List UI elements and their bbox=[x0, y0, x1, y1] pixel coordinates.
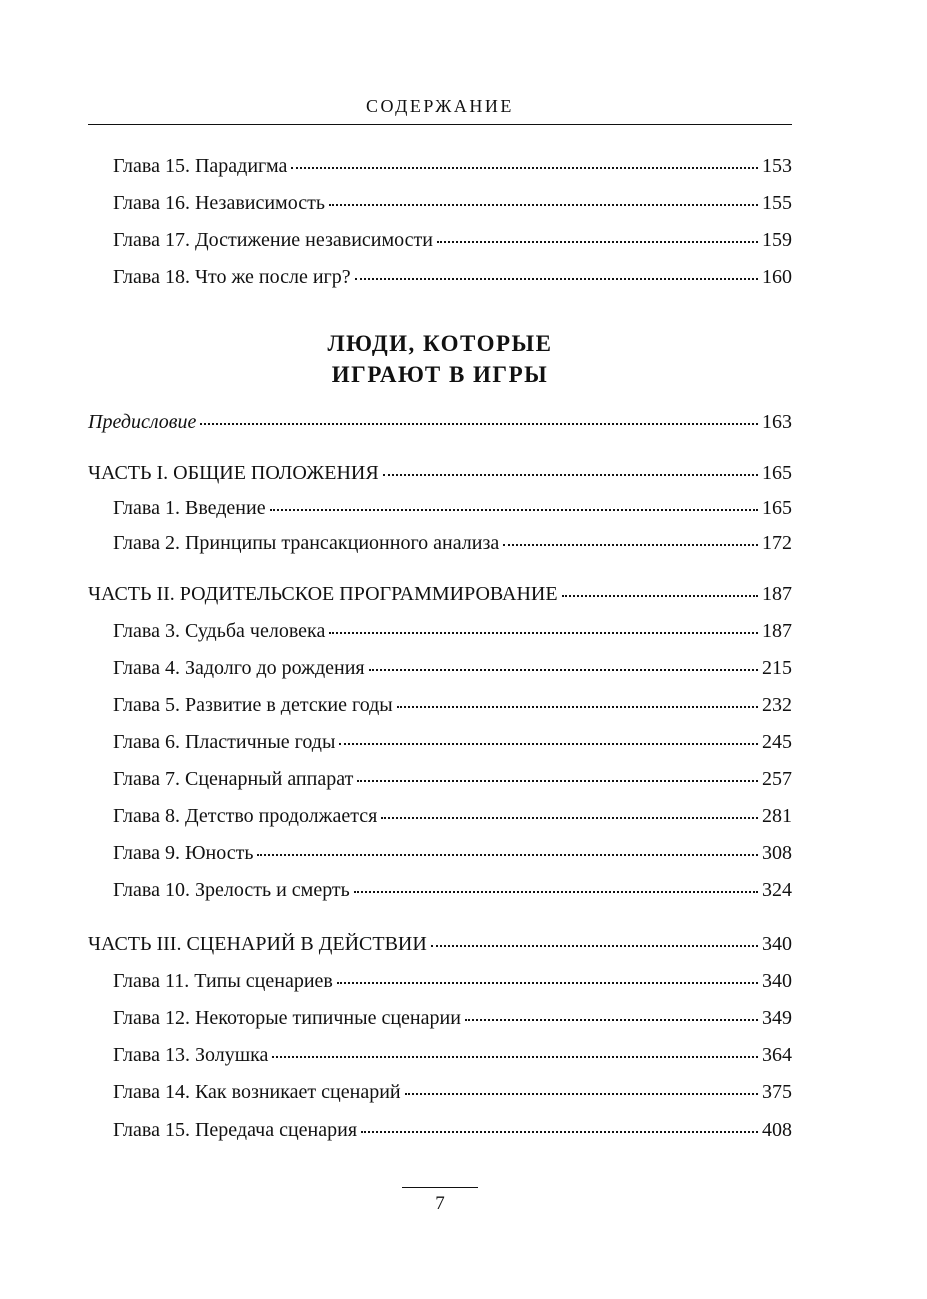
toc-entry-title: Глава 15. Парадигма bbox=[113, 155, 288, 177]
toc-entry[interactable] bbox=[113, 155, 792, 183]
dot-leader bbox=[465, 1018, 758, 1021]
dot-leader bbox=[361, 1130, 758, 1133]
toc-entry-title: Глава 2. Принципы трансакционного анализа bbox=[113, 532, 500, 554]
toc-entry[interactable] bbox=[113, 805, 792, 833]
toc-entry-page: 155 bbox=[762, 192, 792, 214]
toc-entry[interactable] bbox=[113, 1081, 792, 1109]
toc-part[interactable] bbox=[88, 933, 792, 961]
dot-leader bbox=[354, 890, 758, 893]
toc-entry[interactable] bbox=[113, 192, 792, 220]
toc-part-page: 165 bbox=[762, 462, 792, 484]
toc-entry-title: Глава 8. Детство продолжается bbox=[113, 805, 378, 827]
toc-entry[interactable] bbox=[113, 768, 792, 796]
toc-part-title: ЧАСТЬ III. СЦЕНАРИЙ В ДЕЙСТВИИ bbox=[88, 933, 427, 955]
toc-entry-page: 163 bbox=[762, 411, 792, 433]
toc-entry-page: 281 bbox=[762, 805, 792, 827]
toc-entry-page: 160 bbox=[762, 266, 792, 288]
toc-entry[interactable] bbox=[113, 1119, 792, 1147]
toc-entry-page: 340 bbox=[762, 970, 792, 992]
toc-entry-page: 215 bbox=[762, 657, 792, 679]
dot-leader bbox=[270, 508, 758, 511]
toc-entry[interactable] bbox=[113, 620, 792, 648]
toc-entry[interactable] bbox=[113, 731, 792, 759]
running-head: СОДЕРЖАНИЕ bbox=[366, 96, 514, 116]
toc-entry-page: 187 bbox=[762, 620, 792, 642]
toc-entry-page: 324 bbox=[762, 879, 792, 901]
toc-entry[interactable] bbox=[113, 970, 792, 998]
toc-entry-title: Глава 4. Задолго до рождения bbox=[113, 657, 365, 679]
dot-leader bbox=[431, 944, 758, 947]
toc-entry-page: 165 bbox=[762, 497, 792, 519]
toc-entry-page: 172 bbox=[762, 532, 792, 554]
toc-entry-page: 308 bbox=[762, 842, 792, 864]
toc-entry-title: Глава 6. Пластичные годы bbox=[113, 731, 336, 753]
running-head-rule bbox=[88, 124, 792, 125]
page-number: 7 bbox=[435, 1193, 445, 1214]
toc-entry-title: Глава 11. Типы сценариев bbox=[113, 970, 333, 992]
toc-entry[interactable] bbox=[113, 229, 792, 257]
toc-entry-page: 245 bbox=[762, 731, 792, 753]
toc-part-title: ЧАСТЬ II. РОДИТЕЛЬСКОЕ ПРОГРАММИРОВАНИЕ bbox=[88, 583, 558, 605]
toc-part-page: 340 bbox=[762, 933, 792, 955]
toc-entry-title: Глава 14. Как возникает сценарий bbox=[113, 1081, 401, 1103]
toc-entry-page: 159 bbox=[762, 229, 792, 251]
toc-entry-title: Глава 18. Что же после игр? bbox=[113, 266, 351, 288]
toc-part[interactable] bbox=[88, 462, 792, 490]
toc-entry[interactable] bbox=[113, 694, 792, 722]
toc-entry[interactable] bbox=[113, 266, 792, 294]
toc-entry[interactable] bbox=[113, 1044, 792, 1072]
toc-entry-page: 232 bbox=[762, 694, 792, 716]
toc-entry-page: 364 bbox=[762, 1044, 792, 1066]
toc-part-title: ЧАСТЬ I. ОБЩИЕ ПОЛОЖЕНИЯ bbox=[88, 462, 379, 484]
dot-leader bbox=[272, 1055, 758, 1058]
toc-entry-title: Глава 17. Достижение независимости bbox=[113, 229, 433, 251]
toc-entry-page: 408 bbox=[762, 1119, 792, 1141]
dot-leader bbox=[329, 631, 758, 634]
toc-entry[interactable] bbox=[113, 879, 792, 907]
toc-entry-page: 153 bbox=[762, 155, 792, 177]
dot-leader bbox=[329, 203, 758, 206]
toc-part-page: 187 bbox=[762, 583, 792, 605]
toc-entry[interactable] bbox=[113, 532, 792, 560]
dot-leader bbox=[339, 742, 758, 745]
dot-leader bbox=[200, 422, 758, 425]
dot-leader bbox=[355, 277, 758, 280]
toc-entry[interactable] bbox=[113, 497, 792, 525]
dot-leader bbox=[291, 166, 758, 169]
toc-part[interactable] bbox=[88, 583, 792, 611]
folio-rule bbox=[402, 1187, 478, 1188]
toc-entry-title: Глава 13. Золушка bbox=[113, 1044, 269, 1066]
toc-entry[interactable] bbox=[113, 1007, 792, 1035]
section-heading bbox=[88, 328, 792, 390]
section-heading-line2: ИГРАЮТ В ИГРЫ bbox=[331, 362, 549, 387]
toc-preface[interactable] bbox=[88, 411, 792, 439]
toc-entry-title: Глава 12. Некоторые типичные сценарии bbox=[113, 1007, 461, 1029]
toc-entry-title: Глава 15. Передача сценария bbox=[113, 1119, 358, 1141]
toc-entry-title: Глава 10. Зрелость и смерть bbox=[113, 879, 350, 901]
dot-leader bbox=[397, 705, 758, 708]
dot-leader bbox=[562, 594, 758, 597]
dot-leader bbox=[381, 816, 758, 819]
toc-entry-title: Предисловие bbox=[88, 411, 197, 433]
dot-leader bbox=[357, 779, 758, 782]
toc-entry[interactable] bbox=[113, 842, 792, 870]
toc-entry-page: 349 bbox=[762, 1007, 792, 1029]
toc-entry[interactable] bbox=[113, 657, 792, 685]
toc-entry-page: 375 bbox=[762, 1081, 792, 1103]
toc-entry-title: Глава 16. Независимость bbox=[113, 192, 325, 214]
toc-entry-title: Глава 7. Сценарный аппарат bbox=[113, 768, 354, 790]
dot-leader bbox=[257, 853, 758, 856]
dot-leader bbox=[369, 668, 758, 671]
dot-leader bbox=[405, 1092, 758, 1095]
dot-leader bbox=[503, 543, 758, 546]
section-heading-line1: ЛЮДИ, КОТОРЫЕ bbox=[327, 331, 553, 356]
dot-leader bbox=[337, 981, 758, 984]
toc-entry-title: Глава 9. Юность bbox=[113, 842, 254, 864]
toc-entry-title: Глава 5. Развитие в детские годы bbox=[113, 694, 393, 716]
dot-leader bbox=[437, 240, 758, 243]
dot-leader bbox=[383, 473, 758, 476]
toc-entry-page: 257 bbox=[762, 768, 792, 790]
toc-entry-title: Глава 3. Судьба человека bbox=[113, 620, 326, 642]
toc-entry-title: Глава 1. Введение bbox=[113, 497, 266, 519]
